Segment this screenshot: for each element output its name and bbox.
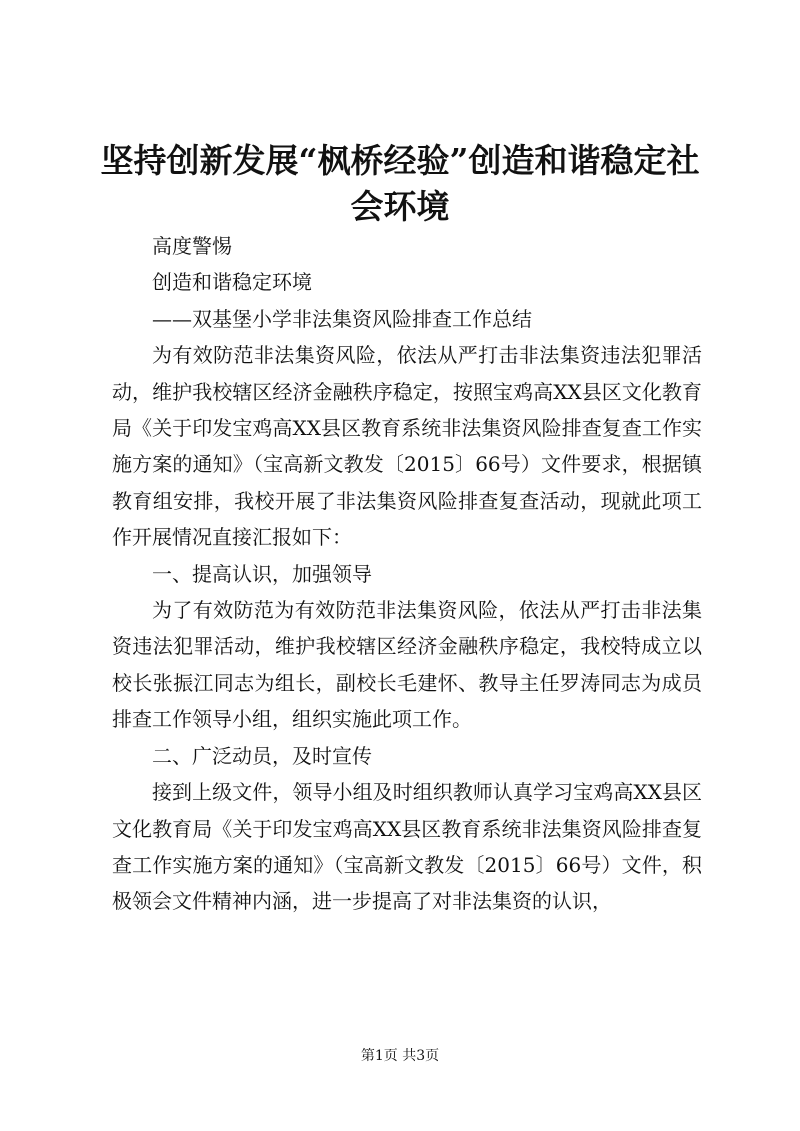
page-title: 坚持创新发展“枫桥经验”创造和谐稳定社会环境	[100, 141, 700, 226]
paragraph: 为有效防范非法集资风险，依法从严打击非法集资违法犯罪活动，维护我校辖区经济金融秩序稳定，按照宝鸡高XX县区文化教育局《关于印发宝鸡高XX县区教育系统非法集资风险排查复查工作实施方案的通知》（宝高新文教发〔2015〕66号）文件要求，根据镇教育组安排，我校开展了非法集资风险排查复查活动，现就此项工作开展情况直接汇报如下：	[112, 343, 702, 550]
paragraph: ——双基堡小学非法集资风险排查工作总结	[152, 306, 532, 331]
paragraph: 为了有效防范为有效防范非法集资风险，依法从严打击非法集资违法犯罪活动，维护我校辖区经济金融秩序稳定，我校特成立以校长张振江同志为组长，副校长毛建怀、教导主任罗涛同志为成员排查工作领导小组，组织实施此项工作。	[112, 598, 702, 732]
document-body	[112, 228, 702, 920]
section-heading: 二、广泛动员，及时宣传	[152, 743, 372, 768]
paragraph: 接到上级文件，领导小组及时组织教师认真学习宝鸡高XX县区文化教育局《关于印发宝鸡高XX县区教育系统非法集资风险排查复查工作实施方案的通知》（宝高新文教发〔2015〕66号）文件，积极领会文件精神内涵，进一步提高了对非法集资的认识，	[112, 780, 702, 914]
page-footer: 第1页 共3页	[360, 1048, 440, 1064]
paragraph: 高度警惕	[152, 234, 232, 258]
section-heading: 一、提高认识，加强领导	[152, 561, 372, 586]
paragraph: 创造和谐稳定环境	[152, 270, 312, 295]
